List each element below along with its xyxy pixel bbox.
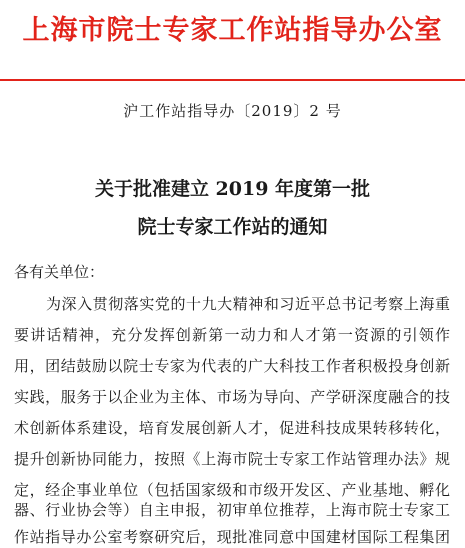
body-line: 提升创新协同能力，按照《上海市院士专家工作站管理办法》规	[14, 450, 450, 468]
document-number: 沪工作站指导办〔2019〕2 号	[123, 102, 342, 120]
notice-title-line-2: 院士专家工作站的通知	[137, 216, 328, 238]
body-line: 器、行业协会等）自主申报，初审单位推荐，上海市院士专家工	[14, 501, 450, 519]
body-line: 定，经企事业单位（包括国家级和市级开发区、产业基地、孵化	[14, 481, 450, 499]
body-line: 用，团结鼓励以院士专家为代表的广大科技工作者积极投身创新	[14, 357, 450, 375]
red-divider-rule	[0, 79, 465, 81]
issuer-masthead: 上海市院士专家工作站指导办公室	[22, 15, 443, 46]
body-line: 为深入贯彻落实党的十九大精神和习近平总书记考察上海重	[46, 295, 450, 313]
body-line: 实践，服务于以企业为主体、市场为导向、产学研深度融合的技	[14, 388, 450, 406]
salutation: 各有关单位：	[14, 263, 105, 281]
notice-title-line-1: 关于批准建立 2019 年度第一批	[94, 178, 371, 200]
body-line: 术创新体系建设，培育发展创新人才，促进科技成果转移转化，	[14, 419, 450, 437]
body-line: 作站指导办公室考察研究后，现批准同意中国建材国际工程集团	[14, 528, 450, 546]
body-line: 要讲话精神，充分发挥创新第一动力和人才第一资源的引领作	[14, 326, 450, 344]
